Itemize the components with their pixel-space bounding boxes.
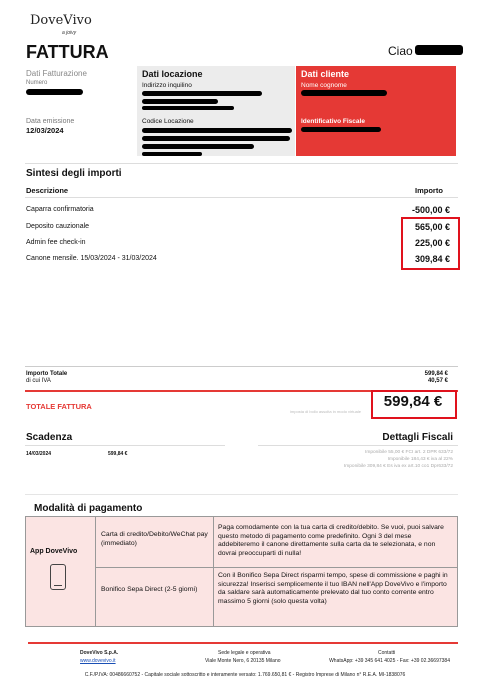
bollo-note: imposta di bollo assolta in modo virtuale [290,409,361,414]
redacted-fiscale [301,127,381,132]
fiscali-line: Imponibile 309,84 € Es iva ex art.10 co1 Dpr633/72 [343,464,453,469]
table-col-divider [213,516,214,627]
numero-label: Numero [26,80,48,86]
emissione-value: 12/03/2024 [26,126,64,135]
divider [25,445,225,446]
codice-label: Codice Locazione [142,118,194,125]
redacted-numero [26,89,83,95]
scadenza-date: 14/03/2024 [26,451,52,457]
header-divider [25,197,458,198]
phone-icon [50,564,66,590]
greeting: Ciao [388,44,413,58]
method-name-sepa: Bonifico Sepa Direct (2-5 giorni) [101,586,198,593]
footer-divider [28,642,458,644]
indirizzo-label: Indirizzo inquilino [142,82,192,89]
row-desc: Canone mensile. 15/03/2024 - 31/03/2024 [26,255,157,262]
fiscali-line: Imponibile 55,00 € FCI art. 2 DPR 633/72 [365,450,453,455]
app-label: App DoveVivo [30,548,78,555]
footer-sede-value: Viale Monte Nero, 6 20135 Milano [205,658,281,664]
scadenza-amount: 599,84 € [108,451,128,457]
table-row-divider [95,567,458,568]
row-desc: Caparra confirmatoria [26,206,94,213]
redacted-indirizzo-3 [142,106,234,110]
redacted-codice-4 [142,152,202,156]
footer-sede-label: Sede legale e operativa [218,650,271,656]
redacted-codice-1 [142,128,292,133]
fiscali-title: Dettagli Fiscali [382,432,453,443]
locazione-heading: Dati locazione [142,69,203,79]
totale-fattura-label: TOTALE FATTURA [26,402,92,411]
divider [258,445,458,446]
col-importo: Importo [415,186,443,195]
iva-value: 40,57 € [427,378,448,384]
cliente-heading: Dati cliente [301,69,350,79]
highlight-box-amounts [401,217,460,270]
table-border-left [25,516,26,627]
emissione-label: Data emissione [26,118,75,125]
row-amount: -500,00 € [411,205,450,215]
cliente-panel [296,66,456,156]
totale-fattura-value: 599,84 € [383,393,443,410]
footer-contatti-value: WhatsApp: +39 345 641 4025 - Fax: +39 02.36697384 [329,658,450,664]
brand-sub: a joivy [62,30,77,36]
row-desc: Admin fee check-in [26,239,86,246]
redacted-name [415,45,463,55]
importo-totale-label: Importo Totale [26,371,68,377]
table-border-right [457,516,458,627]
footer-contatti-label: Contatti [378,650,396,656]
method-text-card: Paga comodamente con la tua carta di credito/debito. Se vuoi, puoi salvare questo metodo di pagamento come predefinito. Ogni 3 del mese addebiteremo il canone direttamente sulla carta da te selezionata, e non dovrai preoccuparti di nulla! [218,524,444,557]
table-border-top [25,516,458,517]
fatturazione-heading: Dati Fatturazione [26,69,87,78]
page-title: FATTURA [26,42,109,62]
scadenza-title: Scadenza [26,432,73,443]
sintesi-title: Sintesi degli importi [26,168,122,179]
redacted-indirizzo-1 [142,91,262,96]
footer-company: DoveVivo S.p.A. [80,650,119,656]
table-col-divider [95,516,96,627]
divider [25,163,458,164]
divider [25,494,458,495]
pagamento-title: Modalità di pagamento [34,503,143,514]
col-descrizione: Descrizione [26,186,69,195]
method-name-card: Carta di credito/Debito/WeChat pay (immediato) [101,531,208,547]
importo-totale-value: 599,84 € [424,371,448,377]
redacted-codice-2 [142,136,290,141]
redacted-codice-3 [142,144,254,149]
locazione-panel [137,66,295,156]
divider [25,366,458,367]
nome-label: Nome cognome [301,82,347,89]
method-text-sepa: Con il Bonifico Sepa Direct risparmi tempo, spese di commissione e paghi in sicurezza! Inserisci semplicemente il tuo IBAN nell'App DoveVivo e l'importo da saldare sarà automaticamente prelevato dal tuo conto corrente entro massimo 5 giorni (solo questa volta) [218,572,448,605]
row-desc: Deposito cauzionale [26,223,90,230]
footer-website-link[interactable]: www.dovevivo.it [80,658,116,664]
iva-label: di cui IVA [26,378,51,384]
row-amount: 309,84 € [414,254,450,264]
table-border-bottom [25,626,458,627]
footer-legal: C.F./P.IVA: 00486660752 - Capitale sociale sottoscritto e interamente versato: 1.769.650,81 € - Registro Imprese di Milano n° R.E.A. MI-1838076 [84,672,406,678]
brand-logo: DoveVivo [30,13,92,28]
highlight-box-total [371,390,457,419]
redacted-nome [301,90,387,96]
redacted-indirizzo-2 [142,99,218,104]
row-amount: 565,00 € [414,222,450,232]
fiscali-line: Imponibile 184,43 € iva al 22% [387,457,453,462]
fiscale-label: Identificativo Fiscale [301,118,365,125]
row-amount: 225,00 € [414,238,450,248]
